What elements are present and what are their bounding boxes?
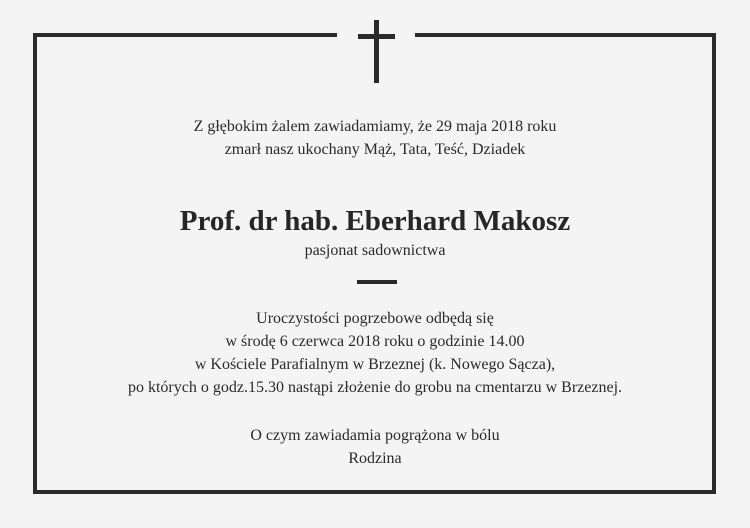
deceased-description: pasjonat sadownictwa: [304, 242, 446, 259]
intro-line-1: Z głębokim żalem zawiadamiamy, że 29 maja 2018 roku: [193, 118, 557, 135]
divider: [357, 280, 397, 284]
closing-note: [0, 424, 750, 470]
ceremony-line-1: Uroczystości pogrzebowe odbędą się: [256, 310, 494, 327]
cross-horizontal-bar: [358, 34, 395, 39]
deceased-name: Prof. dr hab. Eberhard Makosz: [179, 205, 571, 237]
ceremony-line-2: w środę 6 czerwca 2018 roku o godzinie 14.00: [225, 333, 525, 350]
intro-line-2: zmarł nasz ukochany Mąż, Tata, Teść, Dziadek: [224, 141, 526, 158]
ceremony-details: [0, 307, 750, 399]
cross-vertical-bar: [374, 20, 379, 83]
closing-line-1: O czym zawiadamia pogrążona w bólu: [250, 427, 500, 444]
ceremony-line-3: w Kościele Parafialnym w Brzeznej (k. Nowego Sącza),: [194, 356, 556, 373]
closing-signature: Rodzina: [348, 450, 402, 467]
ceremony-line-4: po których o godz.15.30 nastąpi złożenie do grobu na cmentarzu w Brzeznej.: [127, 379, 623, 396]
announcement-intro: [0, 115, 750, 161]
